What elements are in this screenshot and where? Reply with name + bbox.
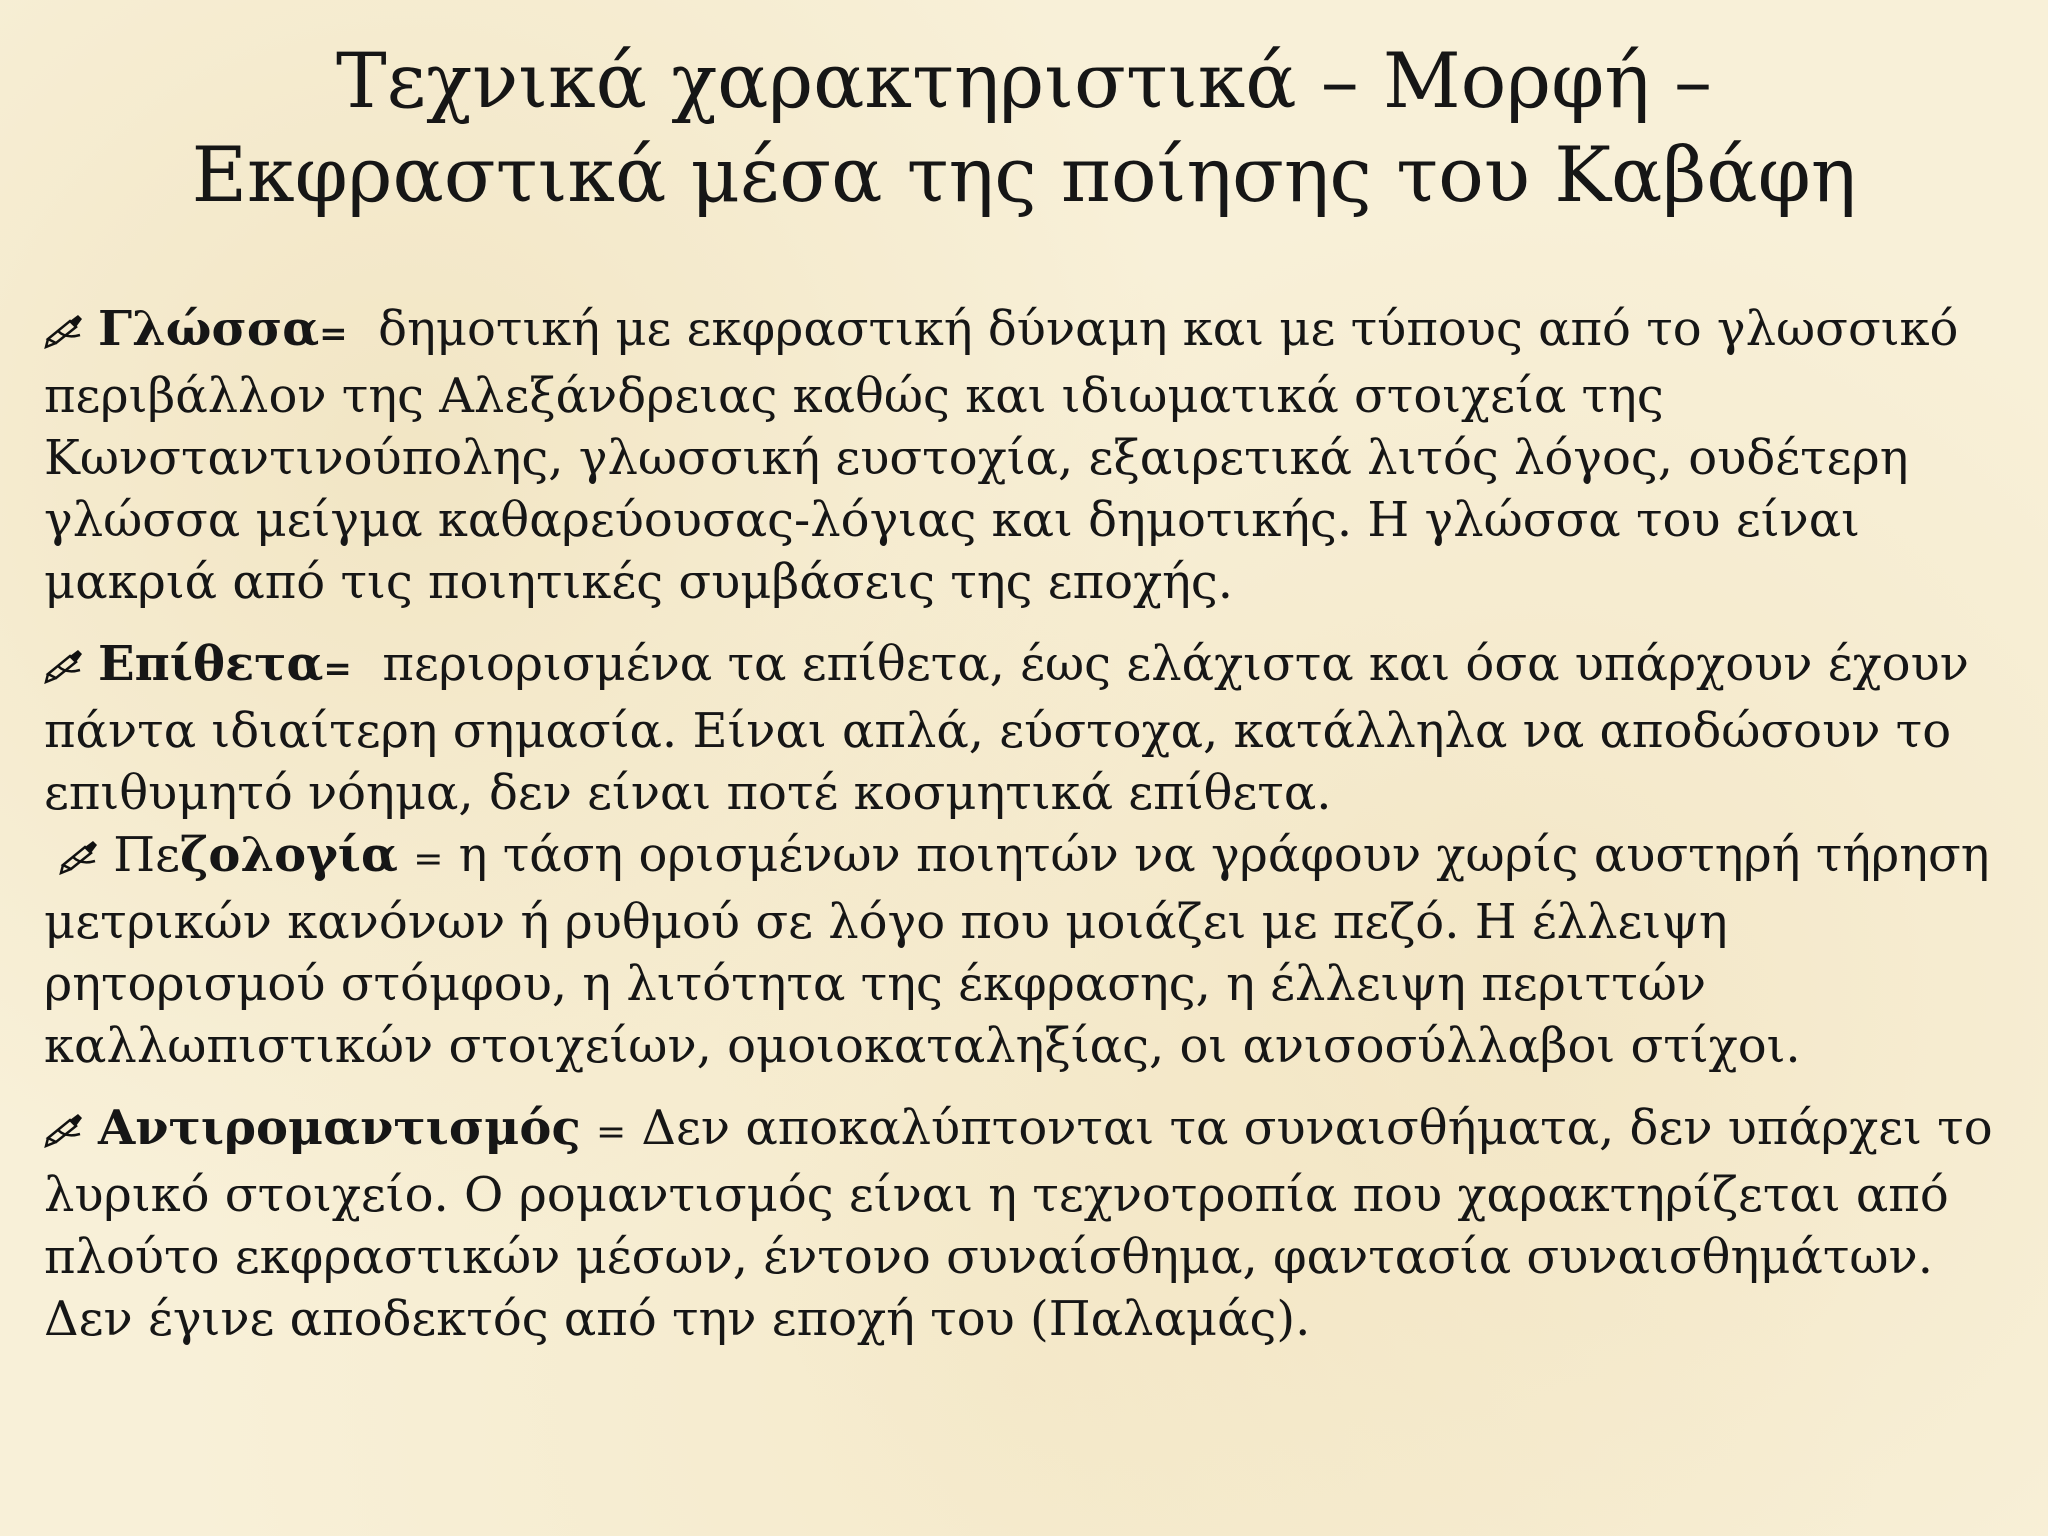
definition-glossa: δημοτική με εκφραστική δύναμη και με τύπους από το γλωσσικό περιβάλλον της Αλεξάνδρειας καθώς και ιδιωματικά στοιχεία της Κωνσταντινούπολης, γλωσσική ευστοχία, εξαιρετικά λιτός λόγος, ουδέτερη γλώσσα μείγμα καθαρεύουσας-λόγιας και δημοτικής. Η γλώσσα του είναι μακριά από τις ποιητικές συμβάσεις της εποχής.: [44, 301, 1959, 610]
writing-hand-icon: [59, 828, 113, 868]
separator: =: [413, 839, 444, 880]
term-epitheta: Επίθετα: [98, 636, 324, 692]
list-item-glossa: [44, 298, 2019, 613]
definition-antiromantismos: Δεν αποκαλύπτονται τα συναισθήματα, δεν υπάρχει το λυρικό στοιχείο. Ο ρομαντισμός είναι η τεχνοτροπία που χαρακτηρίζεται από πλούτο εκφραστικών μέσων, έντονο συναίσθημα, φαντασία συναισθημάτων. Δεν έγινε αποδεκτός από την εποχή του (Παλαμάς).: [44, 1100, 1993, 1347]
separator: =: [323, 649, 352, 689]
slide-title-line-2: Εκφραστικά μέσα της ποίησης του Καβάφη: [191, 130, 1857, 219]
writing-hand-icon: [44, 302, 98, 342]
writing-hand-icon: [44, 1101, 98, 1141]
writing-hand-icon: [44, 637, 98, 677]
definition-epitheta: περιορισμένα τα επίθετα, έως ελάχιστα και όσα υπάρχουν έχουν πάντα ιδιαίτερη σημασία. Είναι απλά, εύστοχα, κατάλληλα να αποδώσουν το επιθυμητό νόημα, δεν είναι ποτέ κοσμητικά επίθετα.: [44, 636, 1969, 821]
term-antiromantismos: Αντιρομαντισμός: [98, 1100, 581, 1156]
slide-title-line-1: Τεχνικά χαρακτηριστικά – Μορφή –: [335, 36, 1713, 125]
slide-title: [0, 34, 2048, 222]
slide-content: [44, 298, 2019, 1370]
term-glossa: Γλώσσα: [98, 301, 320, 357]
term-pezologia-prefix: Πε: [113, 827, 180, 883]
term-pezologia: ζολογία: [180, 827, 398, 883]
definition-pezologia: η τάση ορισμένων ποιητών να γράφουν χωρίς αυστηρή τήρηση μετρικών κανόνων ή ρυθμού σε λόγο που μοιάζει με πεζό. Η έλλειψη ρητορισμού στόμφου, η λιτότητα της έκφρασης, η έλλειψη περιττών καλλωπιστικών στοιχείων, ομοιοκαταληξίας, οι ανισοσύλλαβοι στίχοι.: [44, 827, 1990, 1074]
separator: =: [595, 1112, 627, 1153]
list-item-antiromantismos: [44, 1097, 2019, 1350]
list-item-epitheta: [44, 633, 2019, 824]
list-item-pezologia: [44, 824, 2019, 1077]
separator: =: [319, 314, 348, 354]
